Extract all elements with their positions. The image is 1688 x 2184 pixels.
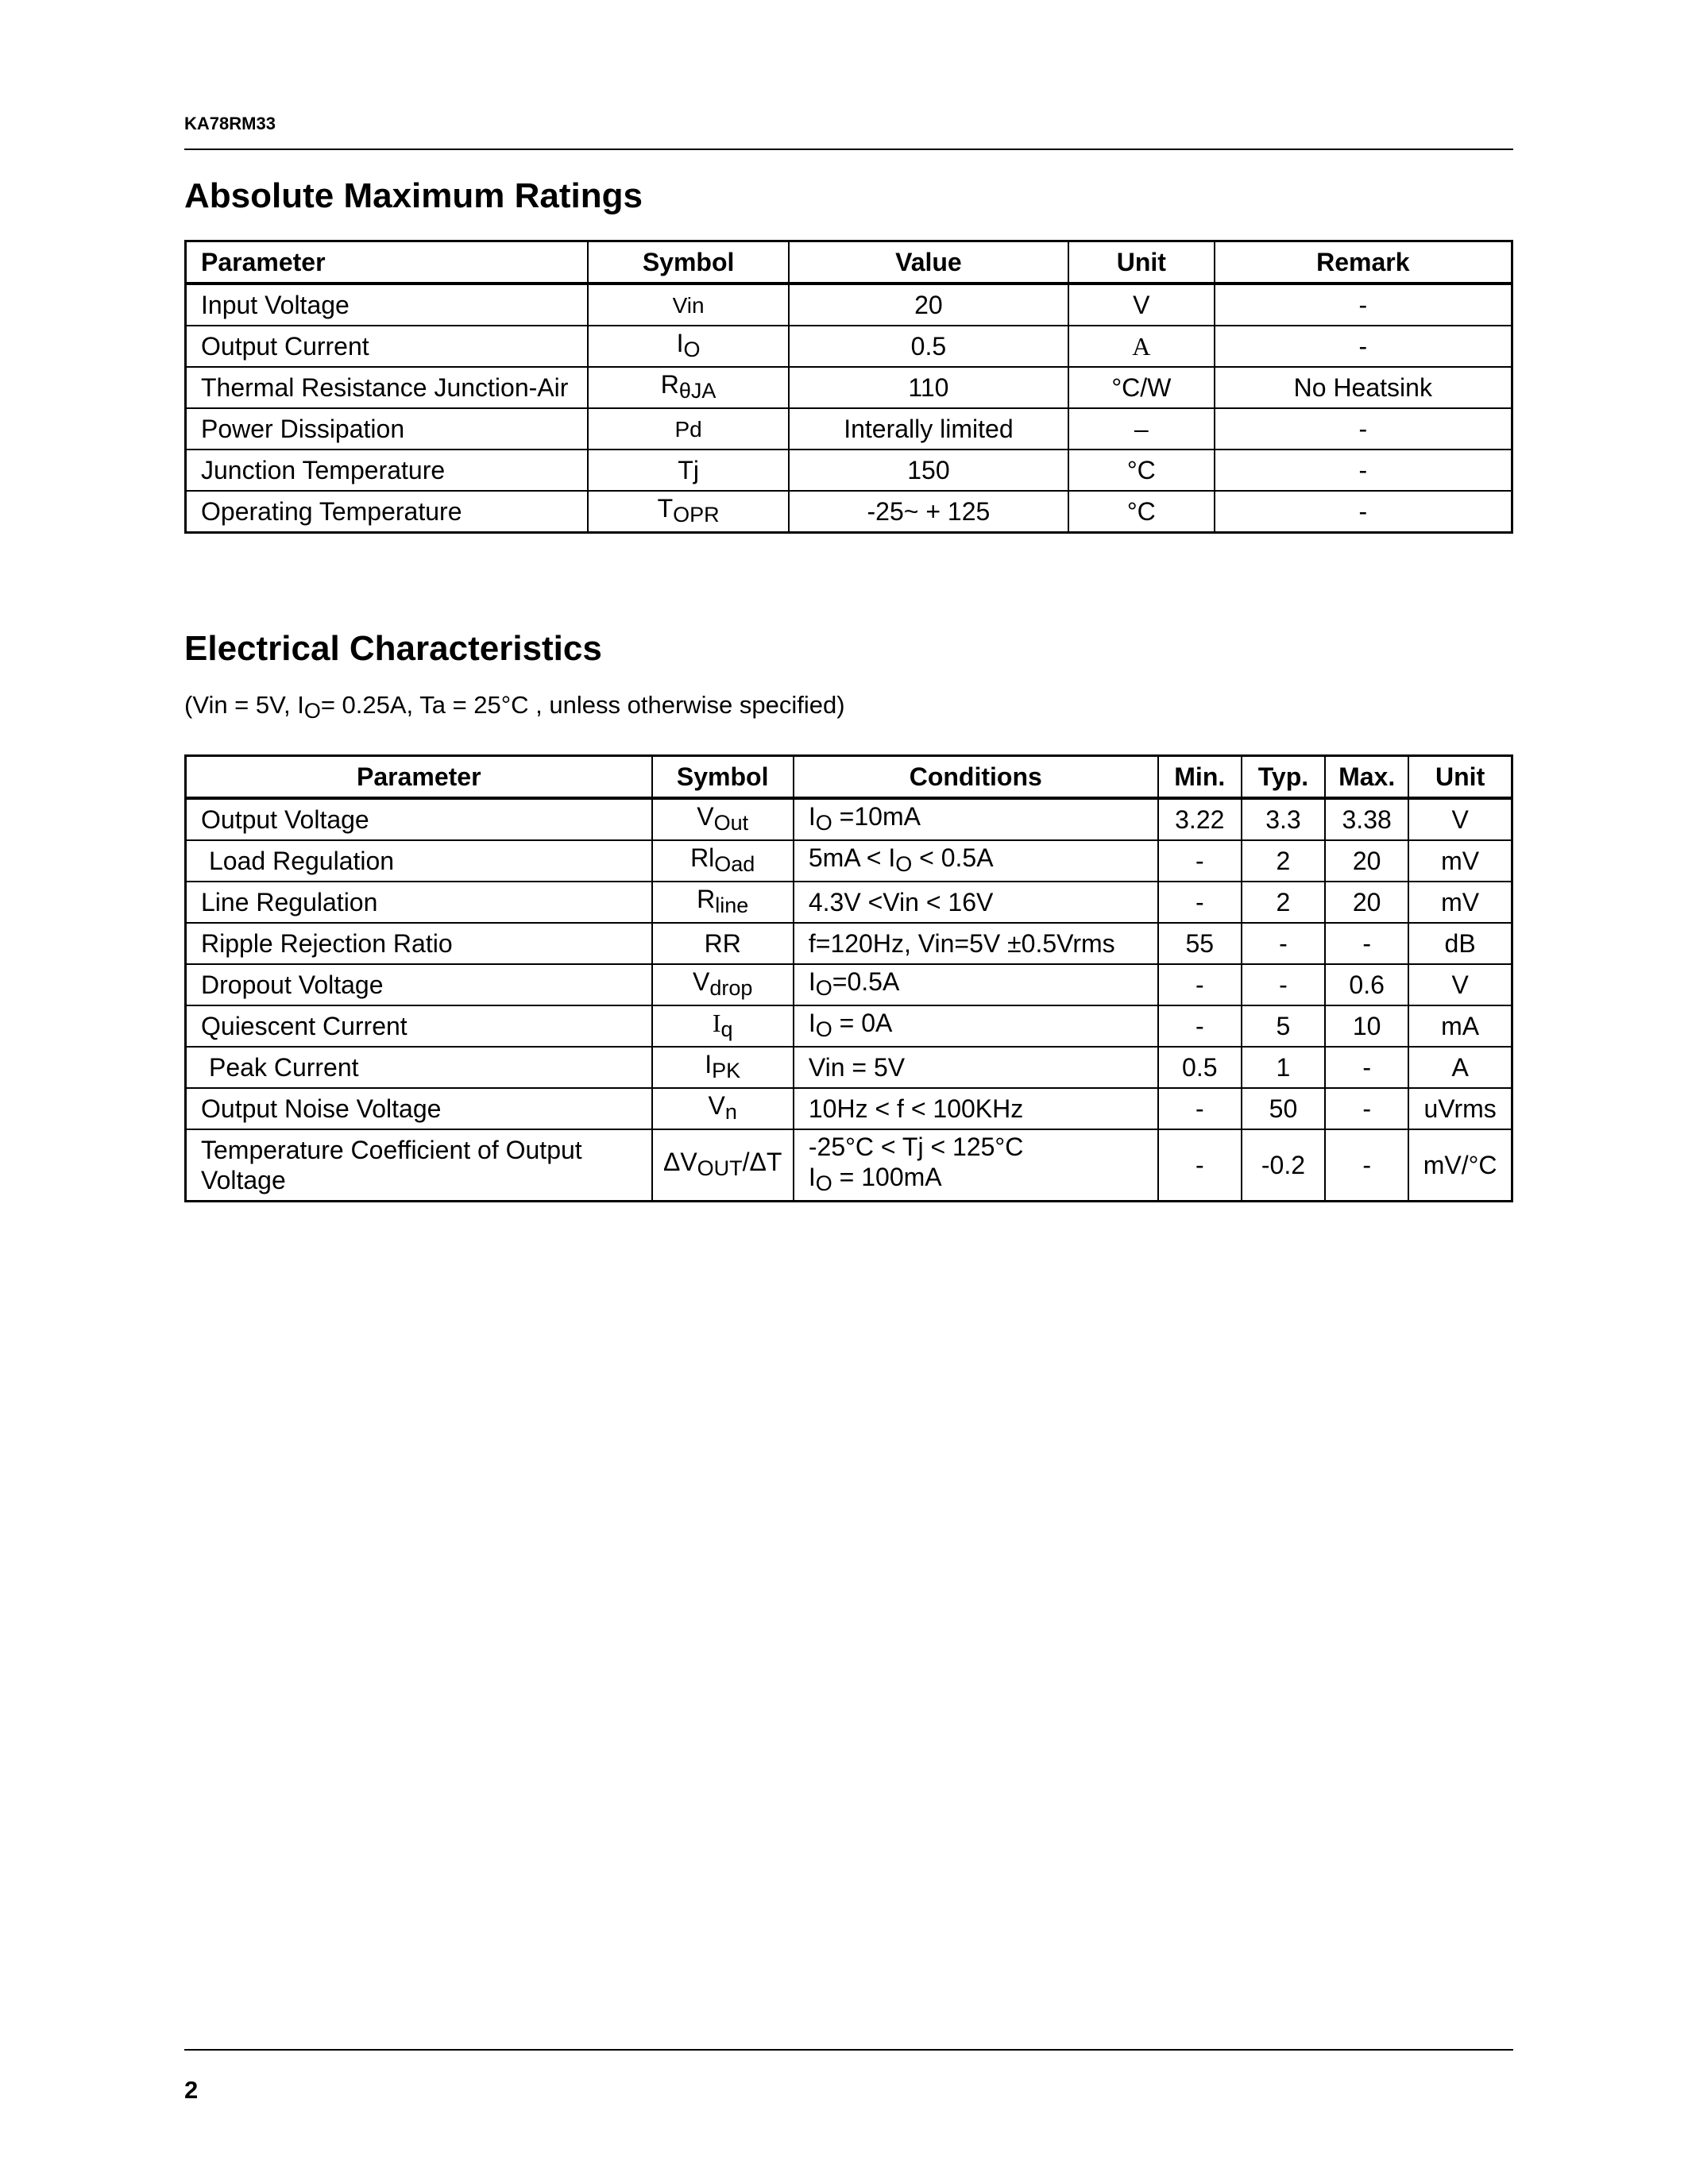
table-row [186,284,1512,326]
unit-cell: uVrms [1408,1088,1512,1129]
typ-cell: 3.3 [1242,798,1325,840]
conditions-cell: Vin = 5V [794,1047,1158,1088]
column-header: Parameter [186,756,652,799]
min-cell: - [1158,882,1242,923]
typ-cell: 1 [1242,1047,1325,1088]
table-row [186,367,1512,408]
footer-rule [184,2049,1513,2051]
parameter-cell: Operating Temperature [186,491,589,533]
conditions-cell: -25°C < Tj < 125°C $I_O = 100mA$ [794,1129,1158,1202]
column-header: Value [789,241,1068,284]
remark-cell: - [1215,491,1512,533]
symbol-cell: $R_{\theta JA}$ [588,367,788,408]
max-cell: 0.6 [1325,964,1408,1005]
electrical-characteristics-table [184,754,1513,1202]
table-row [186,326,1512,367]
unit-cell: V [1068,284,1215,326]
unit-cell: A [1408,1047,1512,1088]
value-cell: 20 [789,284,1068,326]
symbol-cell: $V_{Out}$ [652,798,794,840]
symbol-cell: $V_n$ [652,1088,794,1129]
value-cell: 0.5 [789,326,1068,367]
conditions-cell: $I_O =10mA$ [794,798,1158,840]
value-cell: 110 [789,367,1068,408]
ec-test-conditions: (Vin = 5V, IO= 0.25A, Ta = 25°C , unless otherwise specified) [184,691,845,723]
parameter-cell: Input Voltage [186,284,589,326]
remark-cell: - [1215,284,1512,326]
parameter-cell: Dropout Voltage [186,964,652,1005]
symbol-cell: Pd [588,408,788,450]
column-header: Max. [1325,756,1408,799]
typ-cell: - [1242,964,1325,1005]
symbol-cell: $\Delta V_{OUT}/\Delta T$ [652,1129,794,1202]
parameter-cell: Peak Current [186,1047,652,1088]
min-cell: - [1158,964,1242,1005]
symbol-cell: RR [652,923,794,964]
table-header-row [186,756,1512,799]
column-header: Conditions [794,756,1158,799]
table-row [186,798,1512,840]
table-row [186,491,1512,533]
table-row [186,964,1512,1005]
max-cell: - [1325,1088,1408,1129]
table-row [186,408,1512,450]
symbol-cell: $I_q$ [652,1005,794,1047]
min-cell: 55 [1158,923,1242,964]
unit-cell: A [1068,326,1215,367]
max-cell: 20 [1325,882,1408,923]
column-header: Unit [1408,756,1512,799]
table-header-row [186,241,1512,284]
min-cell: - [1158,1129,1242,1202]
parameter-cell: Junction Temperature [186,450,589,491]
max-cell: 20 [1325,840,1408,882]
symbol-cell: $Rl_{Oad}$ [652,840,794,882]
remark-cell: - [1215,450,1512,491]
symbol-cell: Vin [588,284,788,326]
column-header: Typ. [1242,756,1325,799]
min-cell: - [1158,1005,1242,1047]
conditions-cell: $I_O=0.5A$ [794,964,1158,1005]
min-cell: 0.5 [1158,1047,1242,1088]
unit-cell: – [1068,408,1215,450]
symbol-cell: $V_{drop}$ [652,964,794,1005]
ec-section-title: Electrical Characteristics [184,629,602,668]
conditions-cell: 10Hz < f < 100KHz [794,1088,1158,1129]
unit-cell: °C [1068,450,1215,491]
symbol-cell: $R_{line}$ [652,882,794,923]
max-cell: - [1325,1129,1408,1202]
page-number: 2 [184,2076,199,2104]
conditions-cell: 4.3V <Vin < 16V [794,882,1158,923]
parameter-cell: Thermal Resistance Junction-Air [186,367,589,408]
typ-cell: 2 [1242,882,1325,923]
parameter-cell: Load Regulation [186,840,652,882]
symbol-cell: $I_O$ [588,326,788,367]
typ-cell: -0.2 [1242,1129,1325,1202]
conditions-cell: $I_O = 0A$ [794,1005,1158,1047]
conditions-cell: f=120Hz, Vin=5V ±0.5Vrms [794,923,1158,964]
table-row [186,923,1512,964]
unit-cell: V [1408,964,1512,1005]
min-cell: - [1158,840,1242,882]
max-cell: 10 [1325,1005,1408,1047]
typ-cell: 50 [1242,1088,1325,1129]
remark-cell: - [1215,408,1512,450]
document-id: KA78RM33 [184,114,276,133]
column-header: Parameter [186,241,589,284]
value-cell: Interally limited [789,408,1068,450]
table-row [186,450,1512,491]
max-cell: - [1325,1047,1408,1088]
unit-cell: mV [1408,840,1512,882]
table-row [186,1088,1512,1129]
parameter-cell: Temperature Coefficient of Output Voltage [186,1129,652,1202]
parameter-cell: Quiescent Current [186,1005,652,1047]
unit-cell: mV/°C [1408,1129,1512,1202]
unit-cell: °C/W [1068,367,1215,408]
parameter-cell: Power Dissipation [186,408,589,450]
unit-cell: mV [1408,882,1512,923]
typ-cell: 5 [1242,1005,1325,1047]
absolute-max-ratings-table [184,240,1513,534]
value-cell: -25~ + 125 [789,491,1068,533]
typ-cell: 2 [1242,840,1325,882]
column-header: Unit [1068,241,1215,284]
typ-cell: - [1242,923,1325,964]
conditions-cell: $5mA < I_O < 0.5A$ [794,840,1158,882]
unit-cell: mA [1408,1005,1512,1047]
table-row [186,1129,1512,1202]
unit-cell: dB [1408,923,1512,964]
value-cell: 150 [789,450,1068,491]
column-header: Remark [1215,241,1512,284]
parameter-cell: Output Noise Voltage [186,1088,652,1129]
table-row [186,840,1512,882]
column-header: Symbol [652,756,794,799]
parameter-cell: Output Voltage [186,798,652,840]
amr-section-title: Absolute Maximum Ratings [184,176,643,215]
unit-cell: V [1408,798,1512,840]
table-row [186,1005,1512,1047]
min-cell: 3.22 [1158,798,1242,840]
parameter-cell: Line Regulation [186,882,652,923]
max-cell: 3.38 [1325,798,1408,840]
parameter-cell: Output Current [186,326,589,367]
table-row [186,1047,1512,1088]
remark-cell: No Heatsink [1215,367,1512,408]
symbol-cell: $I_{PK}$ [652,1047,794,1088]
remark-cell: - [1215,326,1512,367]
header-rule [184,149,1513,150]
max-cell: - [1325,923,1408,964]
column-header: Min. [1158,756,1242,799]
table-row [186,882,1512,923]
parameter-cell: Ripple Rejection Ratio [186,923,652,964]
symbol-cell: Tj [588,450,788,491]
min-cell: - [1158,1088,1242,1129]
unit-cell: °C [1068,491,1215,533]
symbol-cell: $T_{OPR}$ [588,491,788,533]
column-header: Symbol [588,241,788,284]
